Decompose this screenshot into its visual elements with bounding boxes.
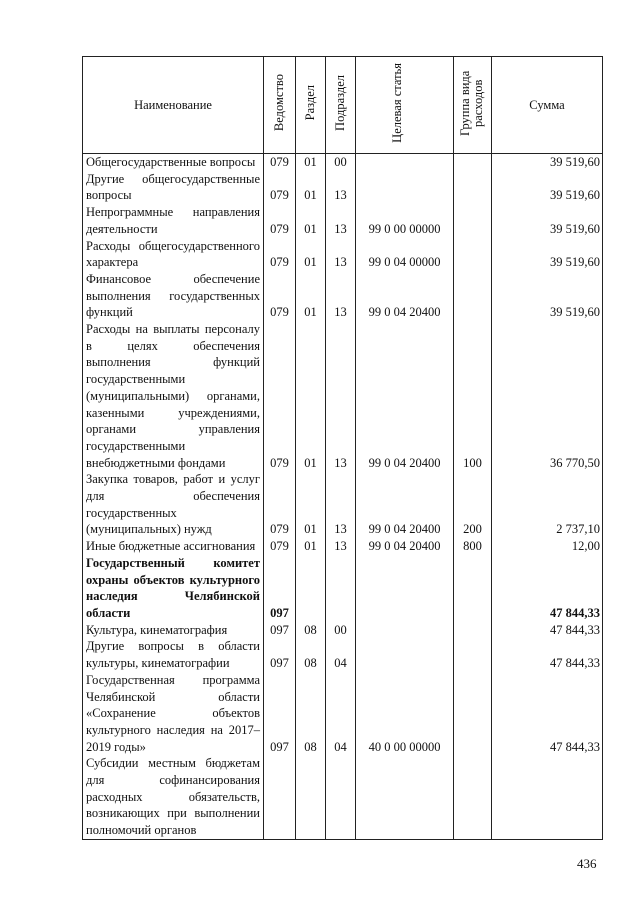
- cell-razdel: 01: [296, 238, 326, 271]
- cell-summa: 39 519,60: [492, 154, 603, 171]
- cell-podrazdel: 13: [326, 538, 356, 555]
- cell-vedomstvo: 097: [264, 638, 296, 671]
- table-row: [83, 238, 603, 271]
- cell-vedomstvo: 079: [264, 171, 296, 204]
- cell-podrazdel: 04: [326, 638, 356, 671]
- cell-summa: 39 519,60: [492, 238, 603, 271]
- cell-summa: 39 519,60: [492, 171, 603, 204]
- cell-name: Иные бюджетные ассигнования: [83, 538, 264, 555]
- cell-vedomstvo: 097: [264, 672, 296, 756]
- cell-razdel: 01: [296, 171, 326, 204]
- cell-podrazdel: 13: [326, 471, 356, 538]
- cell-gruppa: [454, 204, 492, 237]
- cell-gruppa: [454, 638, 492, 671]
- cell-celevaya-statya: 99 0 04 20400: [356, 321, 454, 471]
- cell-vedomstvo: 079: [264, 154, 296, 171]
- cell-gruppa: [454, 238, 492, 271]
- cell-razdel: 08: [296, 622, 326, 639]
- cell-podrazdel: [326, 555, 356, 622]
- table-header-row: [83, 57, 603, 154]
- cell-name: Субсидии местным бюджетам для софинансирования расходных обязательств, возникающих при выполнении полномочий органов: [83, 755, 264, 839]
- cell-razdel: 01: [296, 538, 326, 555]
- cell-summa: 39 519,60: [492, 204, 603, 237]
- cell-razdel: 01: [296, 471, 326, 538]
- table-row: [83, 555, 603, 622]
- header-razdel: Раздел: [296, 57, 326, 154]
- cell-gruppa: [454, 555, 492, 622]
- cell-celevaya-statya: 40 0 00 00000: [356, 672, 454, 756]
- cell-razdel: 08: [296, 638, 326, 671]
- cell-name: Культура, кинематография: [83, 622, 264, 639]
- cell-name: Государственный комитет охраны объектов культурного наследия Челябинской области: [83, 555, 264, 622]
- cell-podrazdel: 13: [326, 171, 356, 204]
- cell-summa: 47 844,33: [492, 638, 603, 671]
- cell-summa: 2 737,10: [492, 471, 603, 538]
- cell-celevaya-statya: [356, 622, 454, 639]
- cell-podrazdel: 00: [326, 622, 356, 639]
- cell-podrazdel: 13: [326, 271, 356, 321]
- table-row: [83, 171, 603, 204]
- cell-summa: 47 844,33: [492, 555, 603, 622]
- cell-name: Закупка товаров, работ и услуг для обеспечения государственных (муниципальных) нужд: [83, 471, 264, 538]
- cell-summa: [492, 755, 603, 839]
- cell-podrazdel: 04: [326, 672, 356, 756]
- cell-razdel: 01: [296, 321, 326, 471]
- cell-razdel: [296, 755, 326, 839]
- cell-name: Расходы на выплаты персоналу в целях обеспечения выполнения функций государственными (муниципальными) органами, казенными учреждениями, органами управления государственными внебюджетными фондами: [83, 321, 264, 471]
- cell-gruppa: 800: [454, 538, 492, 555]
- cell-vedomstvo: 079: [264, 471, 296, 538]
- cell-name: Другие общегосударственные вопросы: [83, 171, 264, 204]
- cell-celevaya-statya: [356, 638, 454, 671]
- cell-vedomstvo: 079: [264, 321, 296, 471]
- budget-table: [82, 56, 603, 840]
- cell-razdel: 01: [296, 154, 326, 171]
- table-body: [83, 154, 603, 840]
- cell-podrazdel: [326, 755, 356, 839]
- header-celevaya-statya: Целевая статья: [356, 57, 454, 154]
- cell-vedomstvo: 079: [264, 538, 296, 555]
- cell-podrazdel: 13: [326, 321, 356, 471]
- cell-summa: 36 770,50: [492, 321, 603, 471]
- cell-name: Общегосударственные вопросы: [83, 154, 264, 171]
- cell-summa: 12,00: [492, 538, 603, 555]
- cell-gruppa: 100: [454, 321, 492, 471]
- cell-gruppa: [454, 672, 492, 756]
- cell-razdel: 01: [296, 271, 326, 321]
- cell-summa: 47 844,33: [492, 672, 603, 756]
- table-row: [83, 538, 603, 555]
- cell-gruppa: [454, 271, 492, 321]
- cell-vedomstvo: [264, 755, 296, 839]
- table-row: [83, 204, 603, 237]
- table-row: [83, 271, 603, 321]
- cell-celevaya-statya: 99 0 04 00000: [356, 238, 454, 271]
- cell-name: Расходы общегосударственного характера: [83, 238, 264, 271]
- cell-razdel: 08: [296, 672, 326, 756]
- header-podrazdel: Подраздел: [326, 57, 356, 154]
- header-name: Наименование: [83, 57, 264, 154]
- cell-gruppa: [454, 755, 492, 839]
- cell-celevaya-statya: [356, 154, 454, 171]
- cell-podrazdel: 00: [326, 154, 356, 171]
- cell-razdel: [296, 555, 326, 622]
- table-row: [83, 321, 603, 471]
- cell-summa: 39 519,60: [492, 271, 603, 321]
- cell-celevaya-statya: 99 0 04 20400: [356, 271, 454, 321]
- cell-podrazdel: 13: [326, 238, 356, 271]
- table-row: [83, 672, 603, 756]
- table-row: [83, 154, 603, 171]
- cell-podrazdel: 13: [326, 204, 356, 237]
- cell-celevaya-statya: 99 0 04 20400: [356, 471, 454, 538]
- cell-razdel: 01: [296, 204, 326, 237]
- cell-summa: 47 844,33: [492, 622, 603, 639]
- cell-celevaya-statya: [356, 755, 454, 839]
- cell-gruppa: [454, 154, 492, 171]
- header-vedomstvo: Ведомство: [264, 57, 296, 154]
- cell-gruppa: 200: [454, 471, 492, 538]
- cell-vedomstvo: 079: [264, 204, 296, 237]
- cell-vedomstvo: 079: [264, 271, 296, 321]
- cell-celevaya-statya: [356, 171, 454, 204]
- cell-vedomstvo: 079: [264, 238, 296, 271]
- page-number: 436: [577, 856, 597, 871]
- cell-celevaya-statya: [356, 555, 454, 622]
- cell-name: Государственная программа Челябинской области «Сохранение объектов культурного наследия на 2017–2019 годы»: [83, 672, 264, 756]
- cell-gruppa: [454, 171, 492, 204]
- table-row: [83, 622, 603, 639]
- table-row: [83, 471, 603, 538]
- cell-name: Непрограммные направления деятельности: [83, 204, 264, 237]
- cell-name: Другие вопросы в области культуры, кинематографии: [83, 638, 264, 671]
- table-row: [83, 638, 603, 671]
- cell-gruppa: [454, 622, 492, 639]
- cell-name: Финансовое обеспечение выполнения государственных функций: [83, 271, 264, 321]
- cell-celevaya-statya: 99 0 00 00000: [356, 204, 454, 237]
- cell-celevaya-statya: 99 0 04 20400: [356, 538, 454, 555]
- cell-vedomstvo: 097: [264, 555, 296, 622]
- cell-vedomstvo: 097: [264, 622, 296, 639]
- header-summa: Сумма: [492, 57, 603, 154]
- header-gruppa-vida-rashodov: Группа вида расходов: [454, 57, 492, 154]
- table-row: [83, 755, 603, 839]
